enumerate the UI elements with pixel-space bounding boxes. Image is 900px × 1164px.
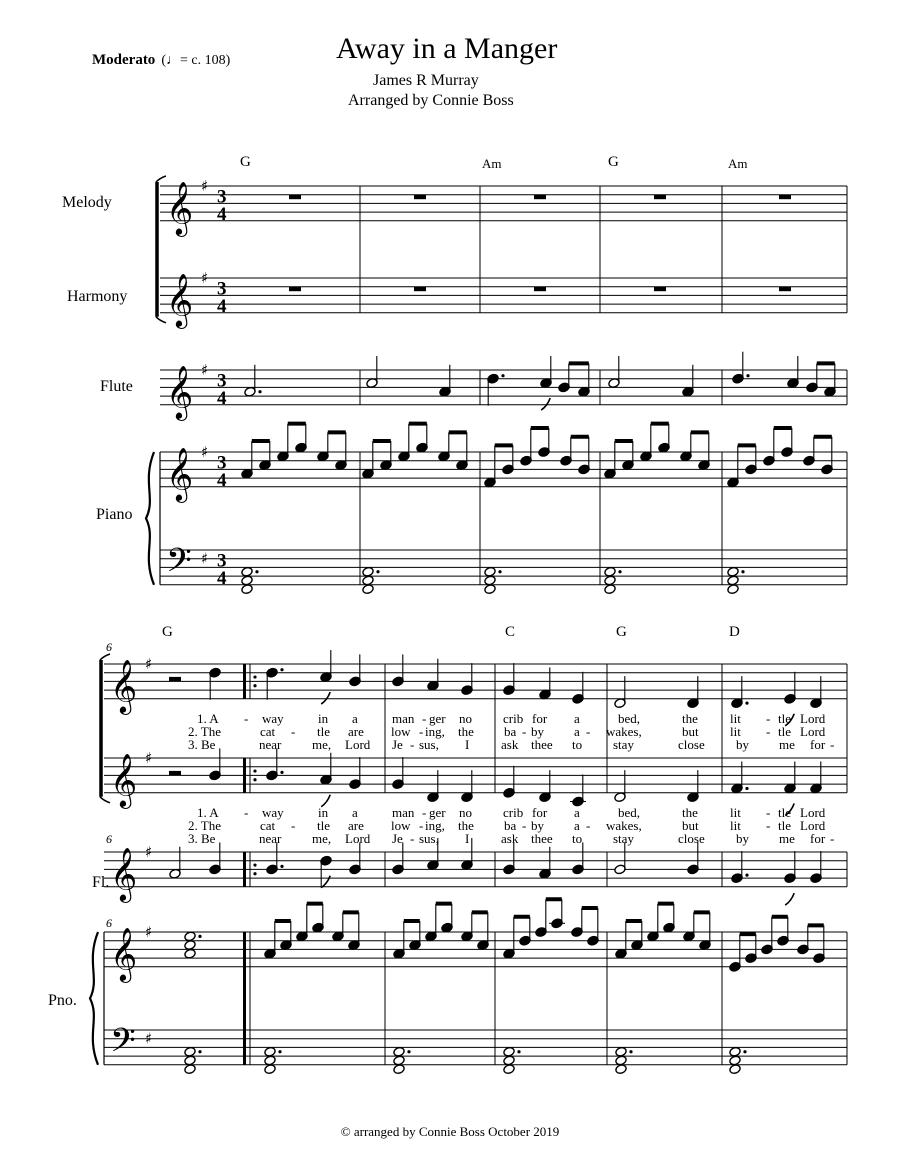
- lyric-syllable: me,: [312, 737, 332, 752]
- lyric-syllable: for: [532, 805, 548, 820]
- lyric-syllable: for: [532, 711, 548, 726]
- sharp-icon: ♯: [145, 843, 153, 861]
- lyric-syllable: tle: [778, 724, 791, 739]
- lyric-syllable: a: [574, 724, 580, 739]
- eighth-flag: [541, 398, 550, 410]
- lyric-syllable: for: [810, 737, 826, 752]
- augmentation-dot: [629, 1050, 632, 1053]
- lyric-hyphen: -: [244, 711, 249, 726]
- lyric-syllable: but: [682, 724, 699, 739]
- augmentation-dot: [743, 1050, 746, 1053]
- lyric-syllable: ba: [504, 724, 517, 739]
- notehead-hollow: [727, 575, 739, 586]
- whole-rest-icon: [289, 195, 301, 200]
- augmentation-dot: [407, 1050, 410, 1053]
- lyric-syllable: low: [391, 724, 411, 739]
- treble-clef-icon: 𝄞: [166, 180, 194, 235]
- treble-clef-icon: 𝄞: [166, 272, 194, 327]
- augmentation-dot: [745, 874, 748, 877]
- notehead-hollow: [264, 1055, 276, 1066]
- lyric-syllable: are: [348, 724, 364, 739]
- chord-symbol: Am: [728, 156, 748, 171]
- instrument-label-piano-abbr: Pno.: [48, 992, 77, 1009]
- lyric-syllable: Lord: [800, 818, 826, 833]
- time-signature-numerator: 3: [217, 278, 227, 300]
- lyric-hyphen: -: [419, 818, 424, 833]
- time-signature-denominator: 4: [217, 567, 227, 589]
- lyric-syllable: to: [572, 831, 583, 846]
- whole-rest-icon: [289, 287, 301, 292]
- lyric-hyphen: -: [291, 724, 296, 739]
- treble-clef-icon: 𝄞: [110, 846, 138, 901]
- instrument-label-harmony: Harmony: [67, 288, 128, 305]
- lyric-syllable: thee: [531, 831, 553, 846]
- notehead-hollow: [729, 1055, 741, 1066]
- lyric-syllable: a: [574, 711, 580, 726]
- lyric-hyphen: -: [410, 831, 415, 846]
- lyric-syllable: sus,: [419, 831, 439, 846]
- lyric-syllable: Lord: [345, 737, 371, 752]
- notehead-hollow: [604, 566, 616, 577]
- augmentation-dot: [501, 374, 504, 377]
- instrument-label-flute: Flute: [100, 378, 133, 395]
- time-signature-numerator: 3: [217, 186, 227, 208]
- repeat-dot: [253, 872, 256, 875]
- lyric-syllable: the: [458, 724, 474, 739]
- piece-title: Away in a Manger: [336, 32, 558, 65]
- lyric-hyphen: -: [522, 818, 527, 833]
- lyric-syllable: but: [682, 818, 699, 833]
- lyric-syllable: a: [574, 805, 580, 820]
- whole-rest-icon: [534, 195, 546, 200]
- notehead-hollow: [264, 1046, 276, 1057]
- augmentation-dot: [198, 935, 201, 938]
- lyric-syllable: way: [262, 711, 284, 726]
- repeat-barline-thick: [243, 852, 246, 887]
- lyric-syllable: no: [459, 711, 472, 726]
- lyric-hyphen: -: [766, 724, 771, 739]
- time-signature-numerator: 3: [217, 370, 227, 392]
- chord-symbol: G: [240, 154, 251, 170]
- lyric-hyphen: -: [291, 818, 296, 833]
- repeat-dot: [253, 769, 256, 772]
- lyric-hyphen: -: [522, 724, 527, 739]
- whole-rest-icon: [779, 195, 791, 200]
- notehead-hollow: [362, 584, 374, 595]
- lyric-hyphen: -: [419, 724, 424, 739]
- sharp-icon: ♯: [201, 269, 209, 287]
- lyric-syllable: 2. The: [188, 724, 221, 739]
- lyric-syllable: 3. Be: [188, 831, 216, 846]
- lyric-syllable: a: [574, 818, 580, 833]
- augmentation-dot: [498, 570, 501, 573]
- lyric-syllable: Je: [392, 737, 403, 752]
- notehead-hollow: [362, 575, 374, 586]
- lyric-syllable: ba: [504, 818, 517, 833]
- sharp-icon: ♯: [145, 655, 153, 673]
- augmentation-dot: [745, 702, 748, 705]
- lyric-syllable: near: [259, 831, 282, 846]
- sharp-icon: ♯: [145, 923, 153, 941]
- notehead-hollow: [362, 566, 374, 577]
- lyric-syllable: low: [391, 818, 411, 833]
- lyric-syllable: way: [262, 805, 284, 820]
- lyric-syllable: 3. Be: [188, 737, 216, 752]
- metronome-mark: (♩= c. 108): [161, 53, 231, 68]
- lyric-syllable: crib: [503, 711, 524, 726]
- repeat-dot: [253, 675, 256, 678]
- notehead-hollow: [727, 566, 739, 577]
- tempo-text: Moderato: [92, 52, 156, 68]
- half-rest-icon: [169, 677, 181, 682]
- lyric-syllable: man: [392, 805, 415, 820]
- bass-clef-icon: 𝄢: [110, 1022, 136, 1069]
- lyric-syllable: ask: [501, 737, 519, 752]
- lyric-syllable: ing,: [425, 818, 445, 833]
- lyric-hyphen: -: [422, 805, 427, 820]
- sharp-icon: ♯: [201, 549, 209, 568]
- lyric-syllable: sus,: [419, 737, 439, 752]
- instrument-label-flute-abbr: Fl.: [92, 874, 110, 891]
- notehead-hollow: [241, 584, 253, 595]
- treble-clef-icon: 𝄞: [166, 446, 194, 501]
- lyric-hyphen: -: [830, 737, 835, 752]
- eighth-flag: [785, 893, 794, 905]
- lyric-syllable: by: [736, 737, 749, 752]
- lyric-hyphen: -: [244, 805, 249, 820]
- lyric-syllable: by: [736, 831, 749, 846]
- notehead-hollow: [604, 584, 616, 595]
- notehead-hollow: [484, 584, 496, 595]
- lyric-syllable: close: [678, 737, 705, 752]
- chord-symbol: D: [729, 624, 740, 640]
- augmentation-dot: [280, 771, 283, 774]
- augmentation-dot: [258, 390, 261, 393]
- lyric-syllable: me: [779, 737, 795, 752]
- chord-symbol: G: [162, 624, 173, 640]
- lyric-syllable: lit: [730, 724, 741, 739]
- augmentation-dot: [376, 570, 379, 573]
- lyric-syllable: I: [465, 831, 470, 846]
- lyric-syllable: ger: [429, 805, 446, 820]
- notehead-hollow: [484, 566, 496, 577]
- notehead-hollow: [241, 566, 253, 577]
- time-signature-denominator: 4: [217, 203, 227, 225]
- augmentation-dot: [280, 865, 283, 868]
- lyric-hyphen: -: [830, 831, 835, 846]
- lyric-syllable: Lord: [800, 724, 826, 739]
- chord-symbol: G: [616, 624, 627, 640]
- notehead-hollow: [503, 1055, 515, 1066]
- instrument-label-melody: Melody: [62, 194, 112, 211]
- augmentation-dot: [741, 570, 744, 573]
- notehead-hollow: [503, 1064, 515, 1075]
- whole-rest-icon: [654, 287, 666, 292]
- lyric-hyphen: -: [766, 805, 771, 820]
- lyric-syllable: in: [318, 805, 329, 820]
- lyric-syllable: a: [352, 711, 358, 726]
- lyric-syllable: to: [572, 737, 583, 752]
- tempo-marking: [92, 52, 230, 69]
- lyric-syllable: tle: [778, 805, 791, 820]
- whole-rest-icon: [779, 287, 791, 292]
- notehead-hollow: [503, 1046, 515, 1057]
- bass-clef-icon: 𝄢: [166, 542, 192, 589]
- lyric-syllable: for: [810, 831, 826, 846]
- measure-number: 6: [106, 640, 112, 654]
- lyric-hyphen: -: [586, 724, 591, 739]
- lyric-syllable: bed,: [618, 805, 641, 820]
- notehead-hollow: [184, 948, 196, 959]
- augmentation-dot: [280, 668, 283, 671]
- notehead-hollow: [615, 1055, 627, 1066]
- notehead-hollow: [393, 1046, 405, 1057]
- notehead-hollow: [604, 575, 616, 586]
- sharp-icon: ♯: [201, 177, 209, 195]
- lyric-syllable: a: [352, 805, 358, 820]
- lyric-hyphen: -: [766, 818, 771, 833]
- notehead-hollow: [729, 1046, 741, 1057]
- eighth-flag: [321, 876, 330, 888]
- lyric-syllable: ask: [501, 831, 519, 846]
- lyric-syllable: man: [392, 711, 415, 726]
- notehead-hollow: [241, 575, 253, 586]
- lyric-syllable: the: [682, 711, 698, 726]
- half-rest-icon: [169, 771, 181, 776]
- treble-clef-icon: 𝄞: [110, 926, 138, 981]
- lyric-syllable: lit: [730, 711, 741, 726]
- lyric-syllable: by: [531, 724, 544, 739]
- lyric-hyphen: -: [586, 818, 591, 833]
- notehead-hollow: [393, 1055, 405, 1066]
- chord-symbol: Am: [482, 156, 502, 171]
- lyric-syllable: near: [259, 737, 282, 752]
- lyric-syllable: me,: [312, 831, 332, 846]
- repeat-barline-thick: [243, 758, 246, 793]
- time-signature-numerator: 3: [217, 550, 227, 572]
- lyric-syllable: by: [531, 818, 544, 833]
- whole-rest-icon: [654, 195, 666, 200]
- lyric-syllable: lit: [730, 805, 741, 820]
- bracket-hook: [156, 317, 166, 323]
- piano-brace: [146, 452, 154, 585]
- lyric-syllable: in: [318, 711, 329, 726]
- measure-number: 6: [106, 916, 112, 930]
- lyric-syllable: ing,: [425, 724, 445, 739]
- whole-rest-icon: [414, 195, 426, 200]
- lyric-syllable: are: [348, 818, 364, 833]
- time-signature-denominator: 4: [217, 295, 227, 317]
- lyric-syllable: wakes,: [606, 818, 642, 833]
- treble-clef-icon: 𝄞: [110, 752, 138, 807]
- lyric-syllable: tle: [778, 711, 791, 726]
- lyric-syllable: bed,: [618, 711, 641, 726]
- treble-clef-icon: 𝄞: [110, 658, 138, 713]
- lyric-syllable: close: [678, 831, 705, 846]
- notehead-hollow: [393, 1064, 405, 1075]
- lyric-syllable: I: [465, 737, 470, 752]
- notehead-hollow: [484, 575, 496, 586]
- sharp-icon: ♯: [201, 361, 209, 379]
- lyric-syllable: lit: [730, 818, 741, 833]
- augmentation-dot: [745, 787, 748, 790]
- lyric-syllable: stay: [613, 831, 634, 846]
- arranger-credit: Arranged by Connie Boss: [348, 92, 514, 109]
- notehead-hollow: [727, 584, 739, 595]
- whole-rest-icon: [414, 287, 426, 292]
- time-signature-denominator: 4: [217, 387, 227, 409]
- chord-symbol: C: [505, 624, 516, 640]
- sharp-icon: ♯: [145, 1029, 153, 1048]
- lyric-syllable: stay: [613, 737, 634, 752]
- lyric-syllable: no: [459, 805, 472, 820]
- measure-number: 6: [106, 832, 112, 846]
- augmentation-dot: [746, 374, 749, 377]
- time-signature-numerator: 3: [217, 452, 227, 474]
- lyric-hyphen: -: [410, 737, 415, 752]
- lyric-syllable: 2. The: [188, 818, 221, 833]
- notehead-hollow: [615, 1046, 627, 1057]
- augmentation-dot: [278, 1050, 281, 1053]
- notehead-hollow: [184, 1046, 196, 1057]
- repeat-dot: [253, 684, 256, 687]
- repeat-dot: [253, 863, 256, 866]
- bracket-hook: [100, 797, 110, 803]
- instrument-label-piano: Piano: [96, 506, 133, 523]
- lyric-syllable: tle: [317, 724, 330, 739]
- lyric-syllable: ger: [429, 711, 446, 726]
- augmentation-dot: [517, 1050, 520, 1053]
- augmentation-dot: [618, 570, 621, 573]
- lyric-hyphen: -: [766, 711, 771, 726]
- lyric-syllable: me: [779, 831, 795, 846]
- eighth-flag: [321, 692, 330, 704]
- composer-credit: James R Murray: [373, 72, 479, 89]
- lyric-syllable: Lord: [800, 805, 826, 820]
- lyric-syllable: tle: [778, 818, 791, 833]
- whole-rest-icon: [534, 287, 546, 292]
- lyric-syllable: Lord: [800, 711, 826, 726]
- notehead-hollow: [729, 1064, 741, 1075]
- sharp-icon: ♯: [201, 443, 209, 461]
- notehead-hollow: [184, 1064, 196, 1075]
- lyric-syllable: the: [682, 805, 698, 820]
- notehead-hollow: [184, 1055, 196, 1066]
- lyric-syllable: cat: [260, 724, 276, 739]
- bracket-hook: [156, 176, 166, 182]
- notehead-hollow: [184, 940, 196, 951]
- augmentation-dot: [255, 570, 258, 573]
- lyric-hyphen: -: [422, 711, 427, 726]
- augmentation-dot: [198, 1050, 201, 1053]
- lyric-syllable: the: [458, 818, 474, 833]
- lyric-syllable: Lord: [345, 831, 371, 846]
- lyric-syllable: 1. A: [197, 805, 219, 820]
- notehead-hollow: [184, 931, 196, 942]
- lyric-syllable: crib: [503, 805, 524, 820]
- time-signature-denominator: 4: [217, 469, 227, 491]
- notehead-hollow: [615, 1064, 627, 1075]
- lyric-syllable: thee: [531, 737, 553, 752]
- repeat-dot: [253, 778, 256, 781]
- piano-brace: [90, 932, 98, 1065]
- quarter-note-icon: ♩: [165, 53, 180, 68]
- sharp-icon: ♯: [145, 749, 153, 767]
- notehead-hollow: [264, 1064, 276, 1075]
- chord-symbol: G: [608, 154, 619, 170]
- repeat-barline-thick: [243, 664, 246, 699]
- lyric-syllable: cat: [260, 818, 276, 833]
- lyric-syllable: Je: [392, 831, 403, 846]
- lyric-syllable: wakes,: [606, 724, 642, 739]
- lyric-syllable: tle: [317, 818, 330, 833]
- repeat-barline-thick: [243, 932, 246, 1065]
- treble-clef-icon: 𝄞: [166, 364, 194, 419]
- lyric-syllable: 1. A: [197, 711, 219, 726]
- copyright-footer: © arranged by Connie Boss October 2019: [340, 1124, 560, 1139]
